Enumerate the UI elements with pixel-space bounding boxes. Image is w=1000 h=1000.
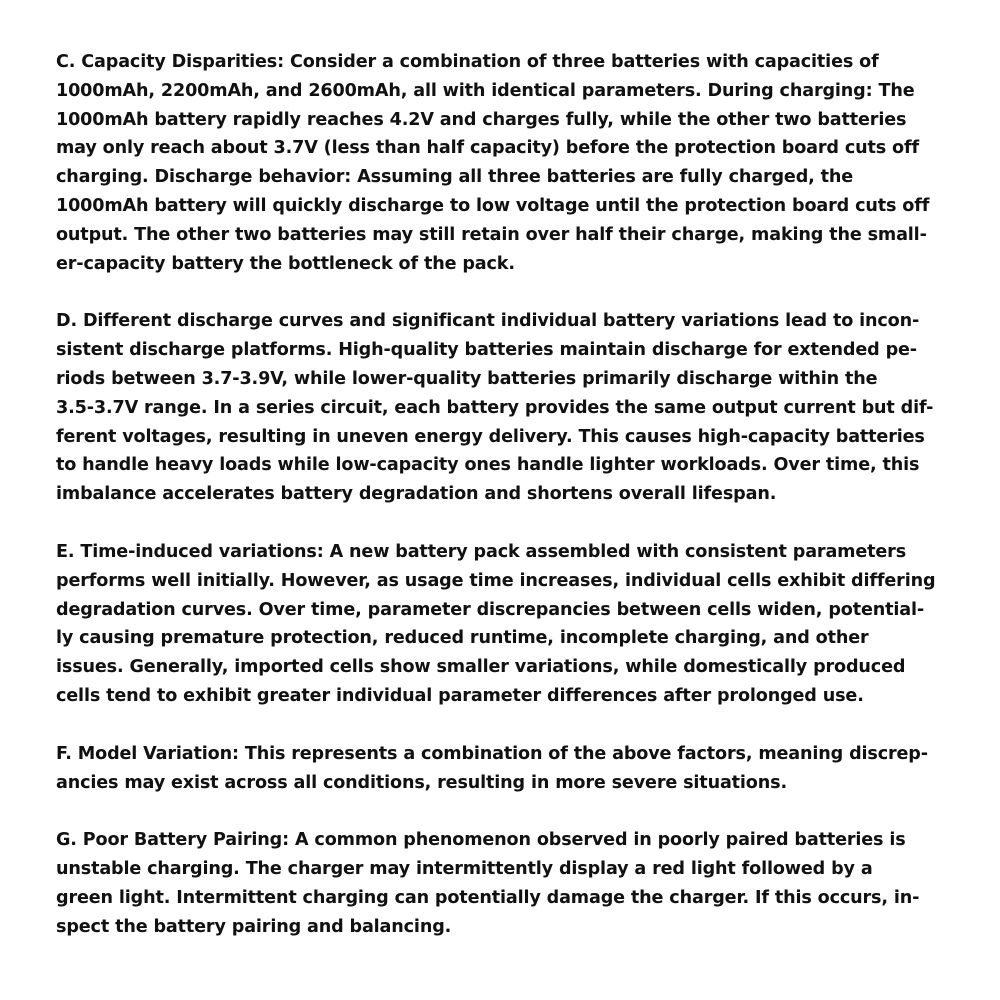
text-line: ferent voltages, resulting in uneven energy delivery. This causes high-capacity batteries [56, 426, 925, 447]
paragraph-poor-battery-pairing [56, 826, 946, 941]
text-line: ancies may exist across all conditions, resulting in more severe situations. [56, 772, 787, 793]
text-line: degradation curves. Over time, parameter discrepancies between cells widen, potential- [56, 599, 925, 620]
text-line: output. The other two batteries may still retain over half their charge, making the small- [56, 224, 927, 245]
paragraph-time-induced-variations [56, 538, 946, 711]
text-line: G. Poor Battery Pairing: A common phenomenon observed in poorly paired batteries is [56, 830, 906, 851]
document-body [56, 48, 946, 971]
text-line: charging. Discharge behavior: Assuming all three batteries are fully charged, the [56, 167, 854, 188]
text-line: green light. Intermittent charging can potentially damage the charger. If this occurs, in- [56, 887, 920, 908]
text-line: riods between 3.7-3.9V, while lower-quality batteries primarily discharge within the [56, 368, 878, 389]
text-line: sistent discharge platforms. High-quality batteries maintain discharge for extended pe- [56, 340, 917, 361]
text-line: C. Capacity Disparities: Consider a combination of three batteries with capacities of [56, 52, 879, 72]
text-line: performs well initially. However, as usage time increases, individual cells exhibit differing [56, 570, 936, 591]
text-line: 1000mAh battery rapidly reaches 4.2V and charges fully, while the other two batteries [56, 109, 907, 130]
paragraph-capacity-disparities [56, 48, 946, 278]
text-line: 1000mAh battery will quickly discharge to low voltage until the protection board cuts off [56, 195, 930, 216]
text-line: 3.5-3.7V range. In a series circuit, each battery provides the same output current but dif- [56, 397, 934, 418]
paragraph-discharge-curves [56, 307, 946, 509]
text-line: E. Time-induced variations: A new battery pack assembled with consistent parameters [56, 541, 907, 562]
text-line: 1000mAh, 2200mAh, and 2600mAh, all with identical parameters. During charging: The [56, 80, 915, 101]
text-line: ly causing premature protection, reduced runtime, incomplete charging, and other [56, 628, 869, 649]
text-line: D. Different discharge curves and significant individual battery variations lead to incon- [56, 311, 920, 332]
text-line: er-capacity battery the bottleneck of the pack. [56, 253, 515, 274]
text-line: imbalance accelerates battery degradation and shortens overall lifespan. [56, 484, 777, 505]
paragraph-model-variation [56, 740, 946, 798]
text-line: spect the battery pairing and balancing. [56, 916, 452, 937]
text-line: may only reach about 3.7V (less than half capacity) before the protection board cuts off [56, 138, 919, 159]
text-line: F. Model Variation: This represents a combination of the above factors, meaning discrep- [56, 743, 928, 764]
text-line: cells tend to exhibit greater individual parameter differences after prolonged use. [56, 685, 864, 706]
text-line: unstable charging. The charger may intermittently display a red light followed by a [56, 859, 873, 880]
text-line: issues. Generally, imported cells show smaller variations, while domestically produced [56, 657, 906, 678]
text-line: to handle heavy loads while low-capacity ones handle lighter workloads. Over time, this [56, 455, 920, 476]
